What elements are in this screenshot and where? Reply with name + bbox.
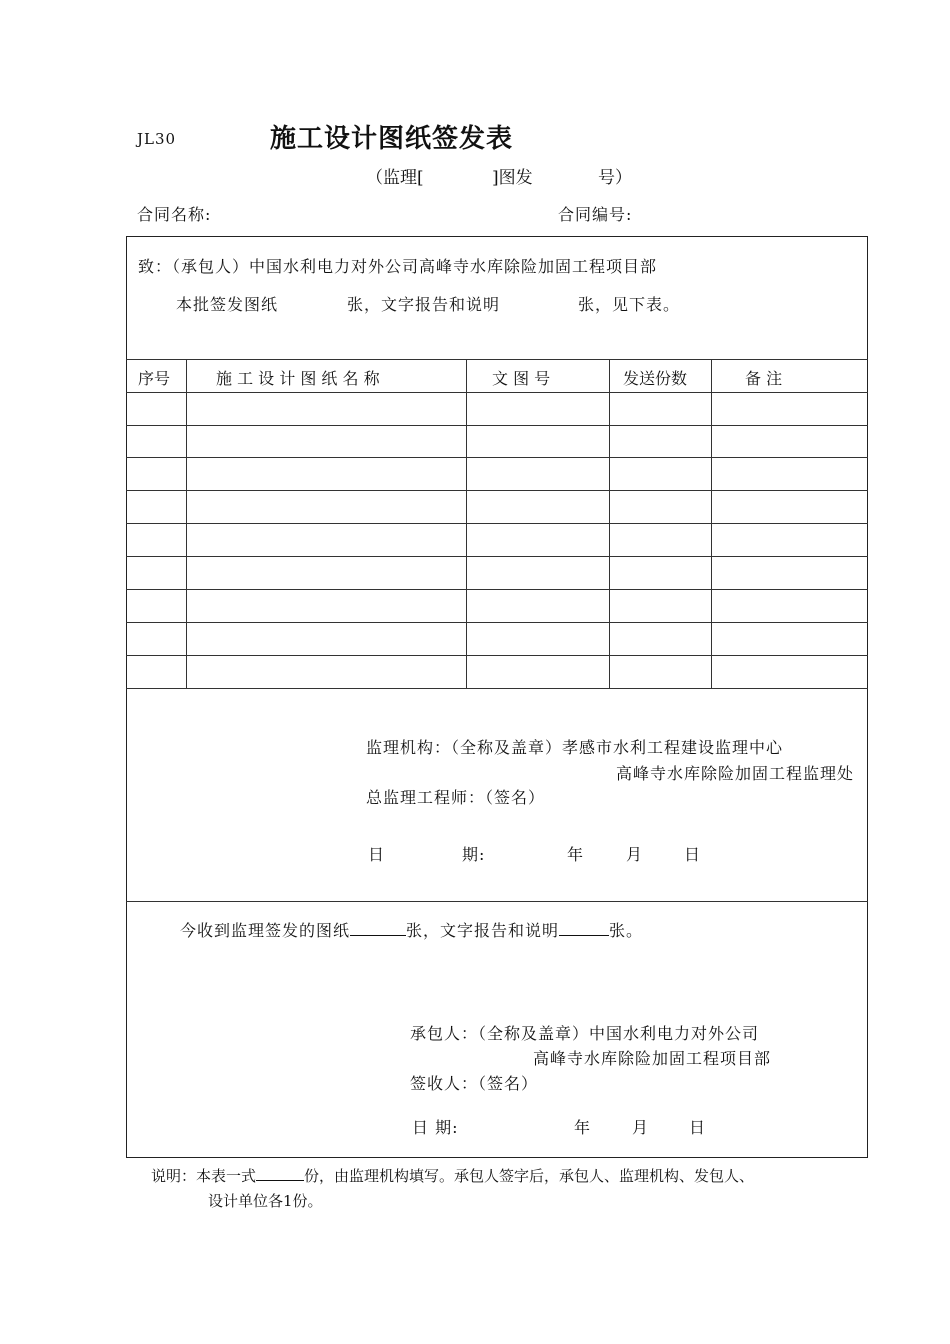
form-code: JL30 [137,130,177,148]
date-label-day-char: 日 [368,845,386,864]
footnote-copies-label: 说明：本表一式 [151,1167,257,1185]
receipt-reports-blank[interactable] [559,921,609,936]
table-bottom-line [126,688,868,689]
supervision-org-line2: 高峰寺水库除险加固工程监理处 [616,764,855,783]
chief-engineer-label: 总监理工程师：（签名） [366,788,546,807]
column-divider [711,359,712,688]
footnote-text: 份，由监理机构填写。承包人签字后，承包人、监理机构、发包人、 [304,1167,755,1185]
row-line [126,622,868,623]
date-month-label: 月 [626,845,644,864]
issue-no-suffix: 号） [598,168,632,188]
col-header-no: 序号 [138,369,171,388]
col-header-drawing-no: 文 图 号 [492,369,551,388]
col-header-copies: 发送份数 [623,369,688,388]
row-line [126,490,868,491]
col-header-remarks: 备 注 [745,369,783,388]
supervision-org-label: 监理机构：（全称及盖章）孝感市水利工程建设监理中心 [366,738,784,757]
date-label-period: 期: [462,845,486,864]
row-line [126,589,868,590]
col-header-drawing-name: 施 工 设 计 图 纸 名 称 [216,369,380,388]
issue-no-middle: ]图发 [492,168,533,188]
row-line [126,523,868,524]
contractor-line2: 高峰寺水库除险加固工程项目部 [533,1049,772,1068]
receipt-text [180,918,643,941]
signer-label: 签收人：（签名） [410,1074,539,1093]
column-divider [186,359,187,688]
date-day-label: 日 [684,845,702,864]
addressee-line: 致：（承包人）中国水利电力对外公司高峰寺水库除险加固工程项目部 [138,257,658,276]
section-divider [126,901,868,902]
issue-no-prefix: （监理[ [366,168,424,188]
receipt-year-label: 年 [574,1118,592,1137]
receipt-drawings-blank[interactable] [350,921,406,936]
footnote-line1 [151,1165,754,1186]
receipt-end: 张。 [609,921,644,940]
row-line [126,556,868,557]
receipt-reports-label: 张，文字报告和说明 [406,921,560,940]
page-title: 施工设计图纸签发表 [270,124,514,154]
receipt-date-label: 日 期: [412,1118,459,1137]
receipt-month-label: 月 [632,1118,650,1137]
batch-see-below: 张，见下表。 [578,295,681,314]
row-line [126,655,868,656]
date-year-label: 年 [567,845,585,864]
table-header-line [126,392,868,393]
batch-reports-label: 张，文字报告和说明 [347,295,501,314]
row-line [126,457,868,458]
footnote-copies-blank[interactable] [256,1166,304,1181]
row-line [126,425,868,426]
column-divider [466,359,467,688]
batch-drawings-label: 本批签发图纸 [176,295,279,314]
receipt-drawings-label: 今收到监理签发的图纸 [180,921,351,940]
contractor-label: 承包人：（全称及盖章）中国水利电力对外公司 [410,1024,760,1043]
column-divider [609,359,610,688]
table-top-line [126,359,868,360]
contract-no-label: 合同编号: [558,205,633,224]
contract-name-label: 合同名称: [137,205,212,224]
footnote-line2: 设计单位各1份。 [208,1192,323,1210]
receipt-day-label: 日 [689,1118,707,1137]
